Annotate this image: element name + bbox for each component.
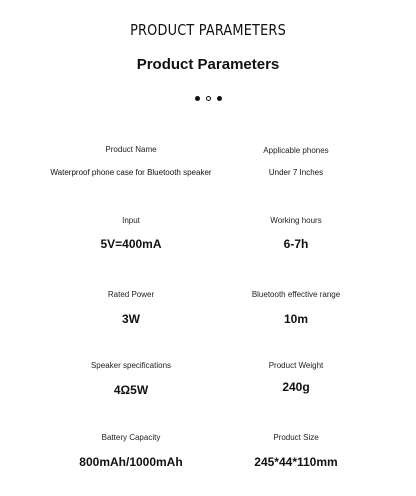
dot-separator: [0, 96, 416, 101]
page-heading: Product Parameters: [136, 56, 280, 73]
param-label: Speaker specifications: [90, 361, 172, 370]
param-value: 800mAh/1000mAh: [79, 455, 183, 469]
param-value: Waterproof phone case for Bluetooth speaker: [50, 168, 212, 177]
param-value: 6-7h: [283, 237, 309, 251]
param-applicable-phones: [196, 146, 396, 177]
param-label: Product Weight: [268, 361, 324, 370]
param-label: Product Size: [273, 433, 319, 442]
param-label: Bluetooth effective range: [251, 290, 341, 299]
param-value: 5V=400mA: [100, 237, 162, 251]
dot-hollow: [206, 96, 211, 101]
param-product-size: [196, 433, 396, 469]
param-value: 4Ω5W: [113, 383, 149, 397]
param-label: Input: [122, 216, 140, 225]
dot-filled: [217, 96, 222, 101]
param-label: Battery Capacity: [101, 433, 161, 442]
param-value: 10m: [283, 312, 309, 326]
param-label: Product Name: [105, 145, 157, 154]
param-label: Applicable phones: [263, 146, 329, 155]
param-value: Under 7 Inches: [268, 168, 324, 177]
banner-title: PRODUCT PARAMETERS: [130, 21, 286, 39]
param-bluetooth-range: [196, 290, 396, 326]
param-label: Working hours: [270, 216, 322, 225]
param-value: 240g: [282, 380, 310, 394]
param-label: Rated Power: [107, 290, 155, 299]
param-value: 3W: [122, 312, 140, 326]
param-working-hours: [196, 216, 396, 251]
param-product-weight: [196, 361, 396, 394]
param-value: 245*44*110mm: [254, 455, 338, 469]
dot-filled: [195, 96, 200, 101]
